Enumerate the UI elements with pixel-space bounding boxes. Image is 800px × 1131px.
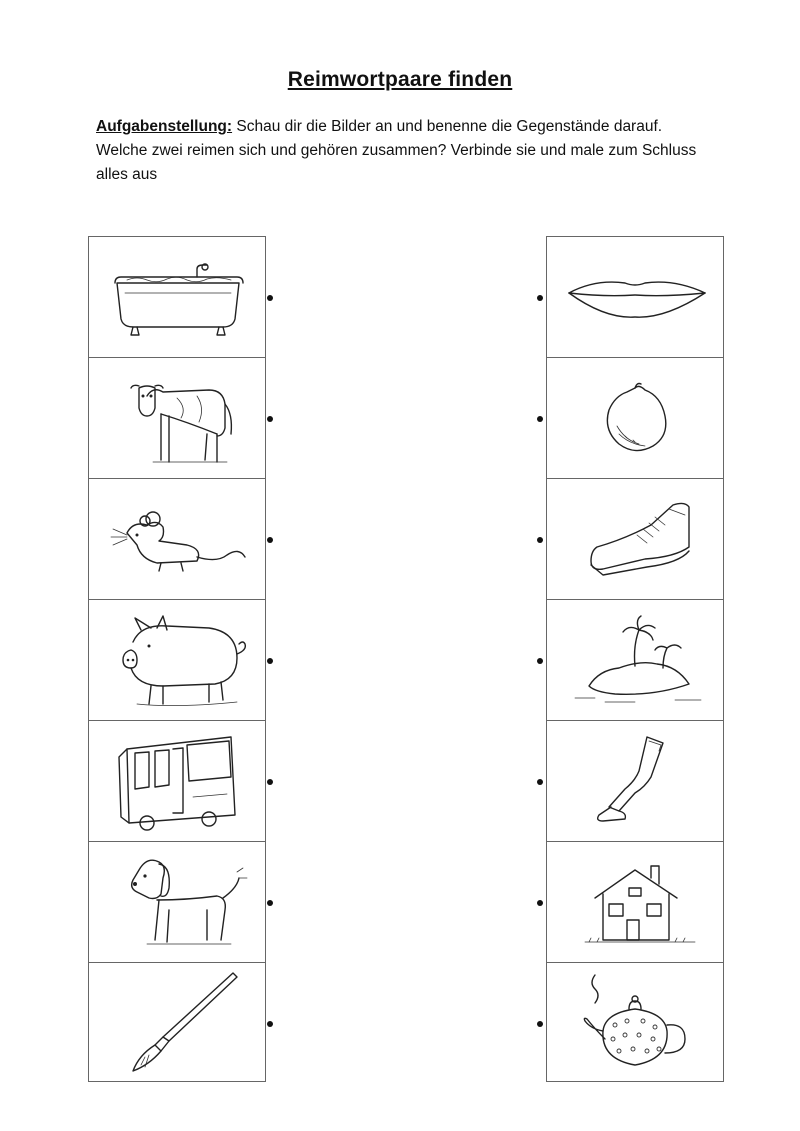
bathtub-icon: [97, 243, 257, 351]
worksheet-title: Reimwortpaare finden: [287, 68, 513, 91]
right-connection-dot-3[interactable]: [537, 537, 543, 543]
left-cell-7: [89, 963, 265, 1081]
right-cell-2: [547, 358, 723, 479]
right-cell-5: [547, 721, 723, 842]
left-connection-dot-4[interactable]: [267, 658, 273, 664]
task-label: Aufgabenstellung:: [96, 118, 233, 135]
right-picture-column: [546, 236, 724, 1082]
left-cell-3: [89, 479, 265, 600]
left-connection-dot-1[interactable]: [267, 295, 273, 301]
right-cell-1: [547, 237, 723, 358]
right-connection-dot-1[interactable]: [537, 295, 543, 301]
bus-icon: [97, 727, 257, 835]
right-cell-4: [547, 600, 723, 721]
lips-icon: [555, 243, 715, 351]
leg-icon: [555, 727, 715, 835]
pig-icon: [97, 606, 257, 714]
left-cell-5: [89, 721, 265, 842]
left-connection-dot-7[interactable]: [267, 1021, 273, 1027]
task-text: Schau dir die Bilder an und benenne die Gegenstände darauf. Welche zwei reimen sich und gehören zusammen? Verbinde sie und male zum Schluss alles aus: [96, 118, 697, 183]
left-cell-2: [89, 358, 265, 479]
left-cell-6: [89, 842, 265, 963]
right-connection-dot-5[interactable]: [537, 779, 543, 785]
right-connection-dot-7[interactable]: [537, 1021, 543, 1027]
island-icon: [555, 606, 715, 714]
right-connection-dot-6[interactable]: [537, 900, 543, 906]
dog-icon: [97, 848, 257, 956]
right-connection-dot-2[interactable]: [537, 416, 543, 422]
left-picture-column: [88, 236, 266, 1082]
left-connection-dot-2[interactable]: [267, 416, 273, 422]
task-instructions: [96, 115, 716, 187]
left-connection-dot-6[interactable]: [267, 900, 273, 906]
left-cell-4: [89, 600, 265, 721]
cow-icon: [97, 364, 257, 472]
right-cell-3: [547, 479, 723, 600]
paintbrush-icon: [97, 969, 257, 1077]
left-connection-dot-3[interactable]: [267, 537, 273, 543]
hazelnut-icon: [555, 364, 715, 472]
left-cell-1: [89, 237, 265, 358]
shoe-icon: [555, 485, 715, 593]
left-connection-dot-5[interactable]: [267, 779, 273, 785]
right-cell-7: [547, 963, 723, 1081]
right-connection-dot-4[interactable]: [537, 658, 543, 664]
house-icon: [555, 848, 715, 956]
right-cell-6: [547, 842, 723, 963]
mouse-icon: [97, 485, 257, 593]
teapot-icon: [555, 969, 715, 1077]
